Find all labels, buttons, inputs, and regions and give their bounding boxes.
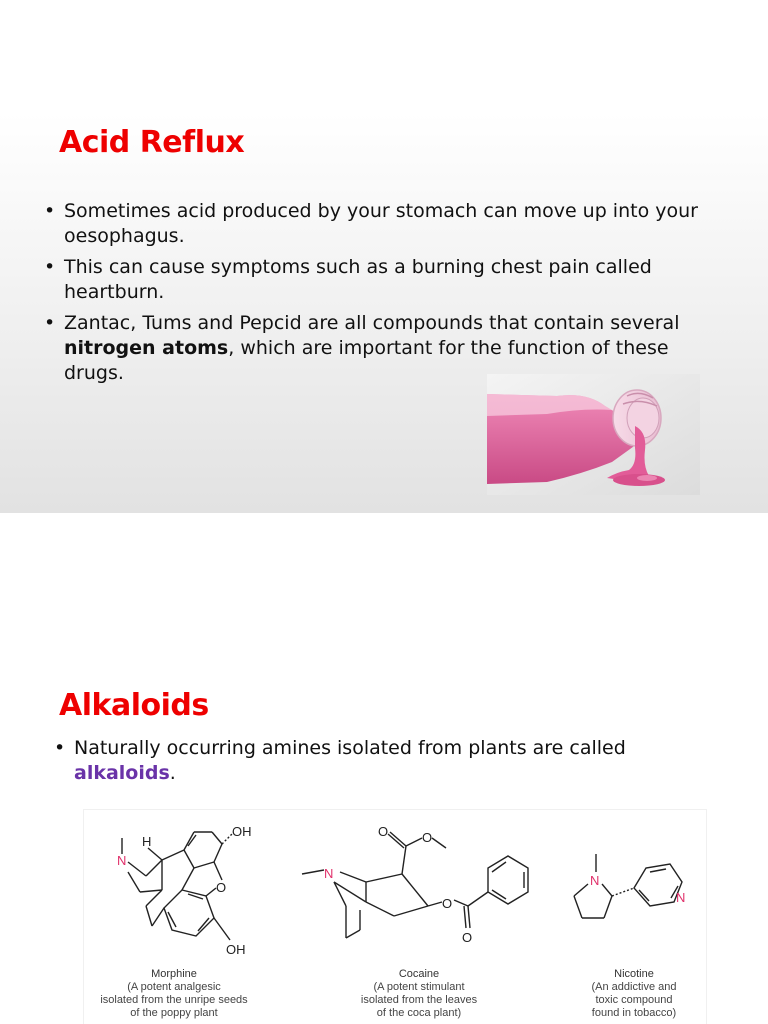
bullet-list [54,736,714,792]
morphine-oh-bottom: OH [226,942,246,957]
bullet-dot: • [44,312,56,334]
antacid-bottle-photo [487,374,700,495]
bullet-dot: • [44,200,56,222]
molecule-name: Nicotine [614,968,654,980]
morphine-oh-top: OH [232,824,252,839]
slide-alkaloids [0,513,768,1024]
bullet-item [44,255,704,305]
caption-line: of the coca plant) [376,1007,462,1019]
slide-title: Alkaloids [59,688,209,723]
bullet-list [44,199,704,392]
bullet-text-pre: Zantac, Tums and Pepcid are all compounds that contain several [64,312,680,334]
caption-line: found in tobacco) [591,1007,677,1019]
bullet-highlight: alkaloids [74,762,170,784]
bullet-text-post: . [169,762,176,784]
morphine-n: N [117,853,127,868]
bullet-dot: • [54,737,66,759]
bullet-text-bold: nitrogen atoms [64,337,229,359]
alkaloid-structures-figure [83,809,707,1024]
morphine-h: H [142,834,152,849]
bullet-text: Sometimes acid produced by your stomach can move up into your oesophagus. [64,200,698,247]
cocaine-o3: O [442,896,453,911]
caption-line: (An addictive and [591,981,677,993]
bullet-dot: • [44,256,56,278]
bullet-item [44,199,704,249]
caption-line: (A potent stimulant [373,981,465,993]
slide-title: Acid Reflux [59,125,245,160]
bullet-text: This can cause symptoms such as a burning chest pain called heartburn. [64,256,652,303]
morphine-caption [84,968,264,1020]
caption-line: of the poppy plant [130,1007,218,1019]
nicotine-caption [569,968,699,1020]
caption-line: toxic compound [595,994,673,1006]
nicotine-n2: N [676,890,686,905]
cocaine-caption [339,968,499,1020]
cocaine-n: N [324,866,334,881]
molecule-name: Cocaine [398,968,440,980]
bullet-text-pre: Naturally occurring amines isolated from plants are called [74,737,626,759]
caption-line: isolated from the leaves [360,994,478,1006]
cocaine-o1: O [378,824,389,839]
morphine-o: O [216,880,227,895]
bullet-text-post: , which are important for the function of these drugs. [64,337,669,384]
bullet-item [54,736,714,786]
cocaine-o4: O [462,930,473,945]
cocaine-o2: O [422,830,433,845]
caption-line: isolated from the unripe seeds [100,994,248,1006]
molecule-name: Morphine [151,968,197,980]
caption-line: (A potent analgesic [127,981,221,993]
nicotine-n1: N [590,873,600,888]
